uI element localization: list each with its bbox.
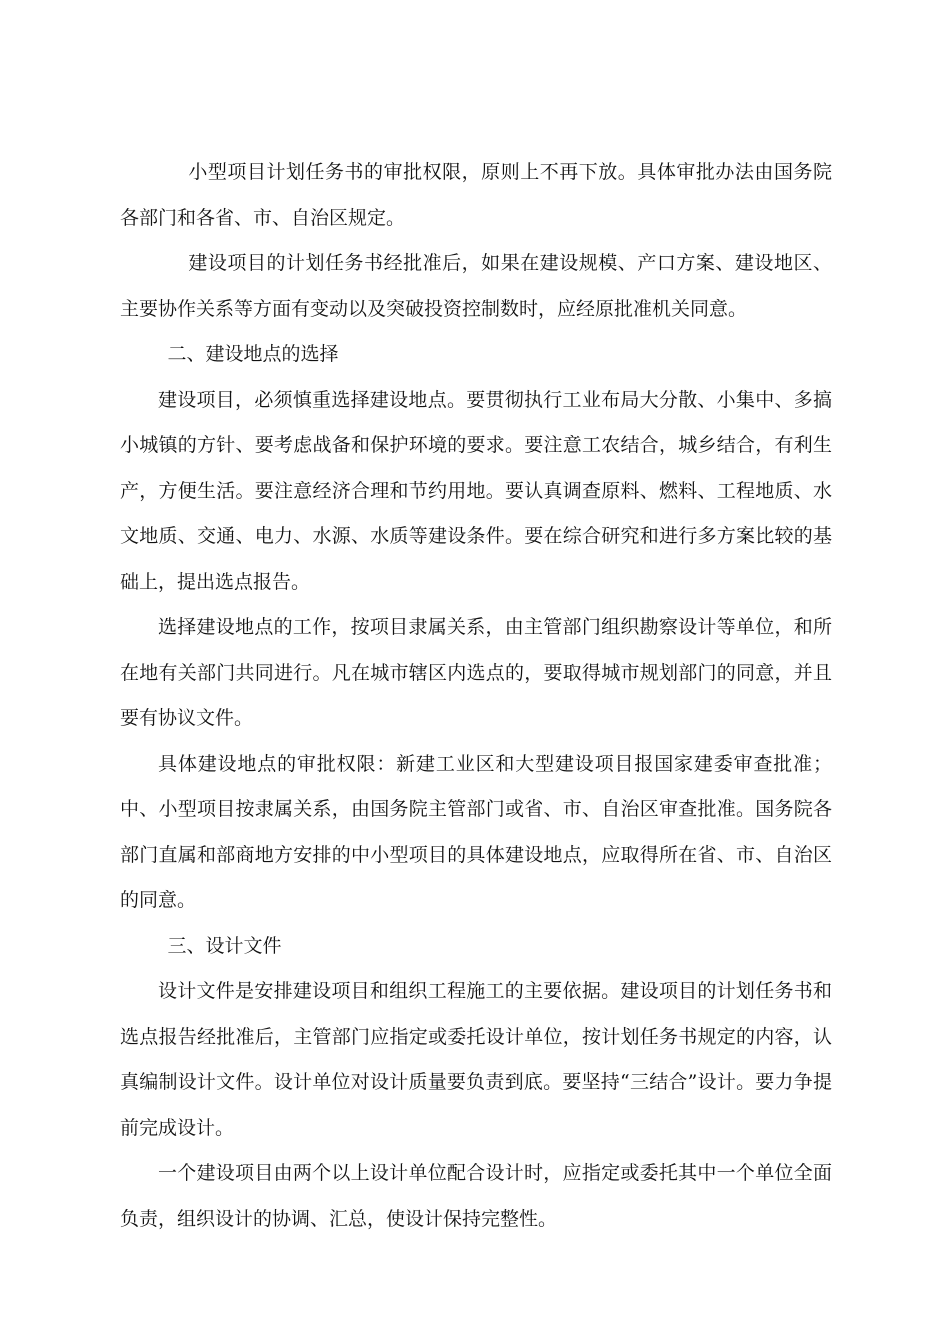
document-body — [120, 150, 832, 1242]
paragraph-site-approval-authority: 具体建设地点的审批权限：新建工业区和大型建设项目报国家建委审查批准；中、小型项目按隶属关系，由国务院主管部门或省、市、自治区审查批准。国务院各部门直属和部商地方安排的中小型项目的具体建设地点，应取得所在省、市、自治区的同意。 — [120, 752, 832, 911]
section-heading-design-documents: 三、设计文件 — [167, 934, 282, 957]
paragraph-plan-changes: 建设项目的计划任务书经批准后，如果在建设规模、产口方案、建设地区、主要协作关系等方面有变动以及突破投资控制数时，应经原批准机关同意。 — [120, 252, 832, 320]
section-heading-site-selection: 二、建设地点的选择 — [167, 343, 339, 365]
paragraph-site-selection-work: 选择建设地点的工作，按项目隶属关系，由主管部门组织勘察设计等单位，和所在地有关部门共同进行。凡在城市辖区内选点的，要取得城市规划部门的同意，并且要有协议文件。 — [120, 616, 832, 729]
paragraph-multi-unit-design: 一个建设项目由两个以上设计单位配合设计时，应指定或委托其中一个单位全面负责，组织设计的协调、汇总，使设计保持完整性。 — [120, 1162, 832, 1230]
paragraph-site-selection-principles: 建设项目，必须慎重选择建设地点。要贯彻执行工业布局大分散、小集中、多搞小城镇的方针、要考虑战备和保护环境的要求。要注意工农结合，城乡结合，有利生产，方便生活。要注意经济合理和节约用地。要认真调查原料、燃料、工程地质、水文地质、交通、电力、水源、水质等建设条件。要在综合研究和进行多方案比较的基础上，提出选点报告。 — [120, 388, 832, 593]
paragraph-design-documents-basis: 设计文件是安排建设项目和组织工程施工的主要依据。建设项目的计划任务书和选点报告经批准后，主管部门应指定或委托设计单位，按计划任务书规定的内容，认真编制设计文件。设计单位对设计质量要负责到底。要坚持“三结合”设计。要力争提前完成设计。 — [120, 980, 832, 1139]
paragraph-approval-authority: 小型项目计划任务书的审批权限，原则上不再下放。具体审批办法由国务院各部门和各省、市、自治区规定。 — [120, 161, 832, 229]
